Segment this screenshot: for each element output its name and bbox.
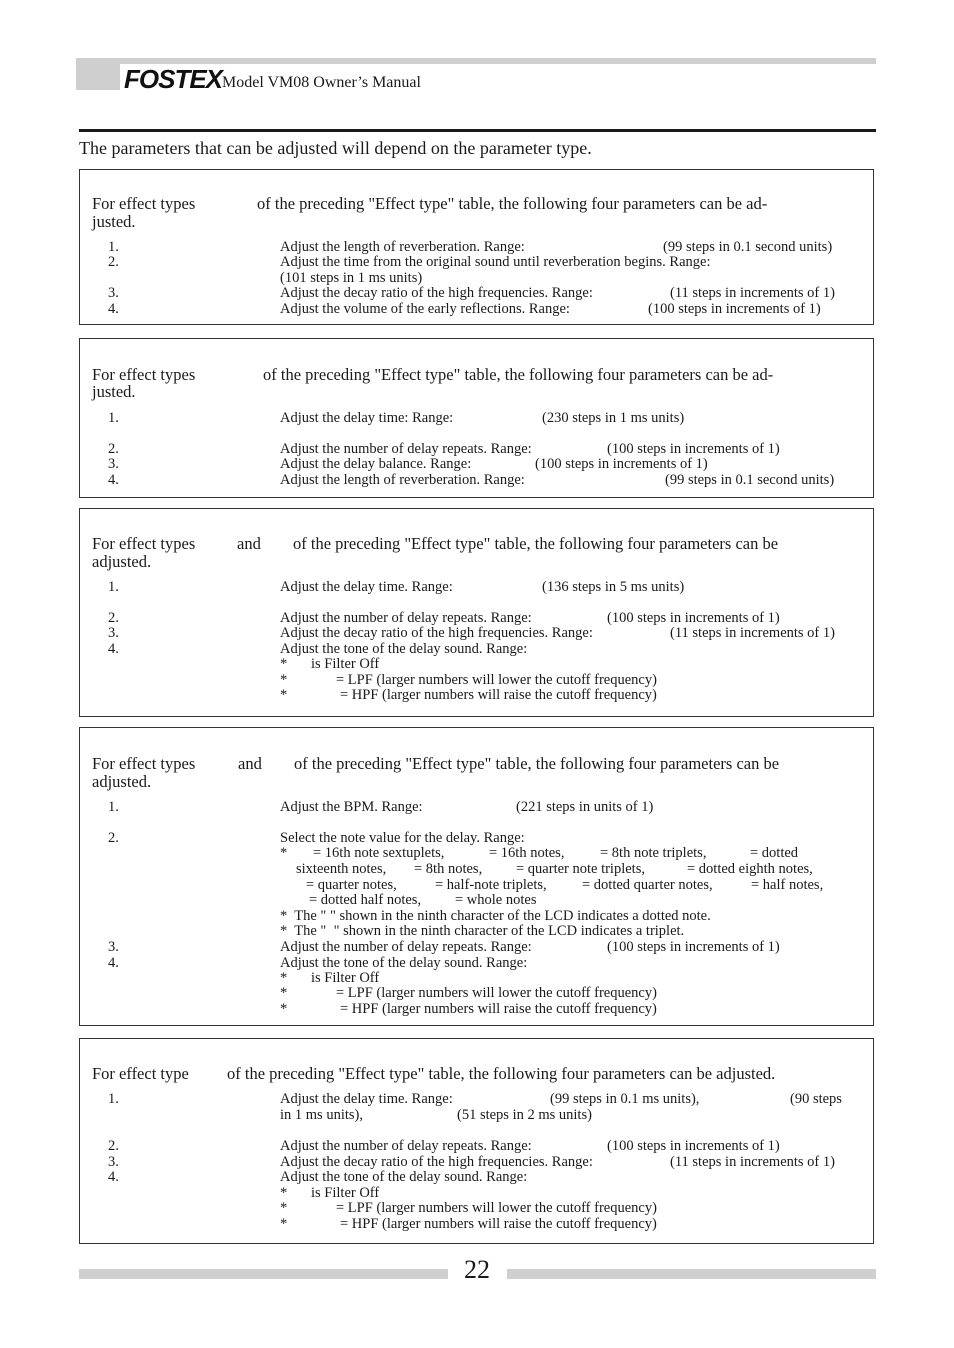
item-note: * The " " shown in the ninth character of the LCD indicates a dotted note. [280, 908, 711, 924]
item-number: 1. [108, 1091, 119, 1107]
item-text: Select the note value for the delay. Range: [280, 830, 525, 846]
box-header-text: For effect types [92, 534, 196, 553]
item-number: 2. [108, 610, 119, 626]
item-range: (230 steps in 1 ms units) [542, 410, 685, 426]
box-header-text: adjusted. [92, 552, 152, 571]
item-text: Adjust the number of delay repeats. Range: [280, 1138, 532, 1154]
item-note: is Filter Off [311, 970, 380, 986]
item-text: Adjust the tone of the delay sound. Range: [280, 1169, 528, 1185]
box-header-text: of the preceding "Effect type" table, the following four parameters can be ad- [257, 194, 768, 213]
note-bullet: * [280, 845, 288, 861]
item-range: (51 steps in 2 ms units) [457, 1107, 592, 1123]
note-value: = half-note triplets, [435, 877, 547, 893]
note-bullet: * [280, 985, 288, 1001]
intro-text: The parameters that can be adjusted will depend on the parameter type. [79, 138, 592, 158]
item-range: (100 steps in increments of 1) [607, 441, 780, 457]
item-text: Adjust the BPM. Range: [280, 799, 423, 815]
note-bullet: * [280, 672, 288, 688]
item-number: 4. [108, 301, 119, 317]
item-number: 4. [108, 641, 119, 657]
item-number: 4. [108, 472, 119, 488]
header-rule [120, 58, 876, 64]
item-note: = LPF (larger numbers will lower the cutoff frequency) [336, 1200, 657, 1216]
item-range: in 1 ms units), [280, 1107, 363, 1123]
note-bullet: * [280, 1200, 288, 1216]
note-value: sixteenth notes, [296, 861, 387, 877]
item-text: Adjust the delay balance. Range: [280, 456, 472, 472]
item-number: 2. [108, 1138, 119, 1154]
page-number: 22 [464, 1255, 490, 1284]
item-text: Adjust the number of delay repeats. Range: [280, 441, 532, 457]
item-number: 2. [108, 254, 119, 270]
item-range: (221 steps in units of 1) [516, 799, 654, 815]
item-note: = HPF (larger numbers will raise the cutoff frequency) [340, 687, 657, 703]
item-range: (11 steps in increments of 1) [670, 625, 835, 641]
item-range: (99 steps in 0.1 ms units), [550, 1091, 700, 1107]
item-text: Adjust the length of reverberation. Range: [280, 472, 525, 488]
item-note: = LPF (larger numbers will lower the cutoff frequency) [336, 985, 657, 1001]
item-number: 4. [108, 1169, 119, 1185]
item-text: Adjust the decay ratio of the high frequencies. Range: [280, 1154, 593, 1170]
item-range: (136 steps in 5 ms units) [542, 579, 685, 595]
box-header-text: For effect types [92, 754, 196, 773]
item-range: (100 steps in increments of 1) [607, 1138, 780, 1154]
item-text: Adjust the delay time. Range: [280, 1091, 453, 1107]
item-range: (11 steps in increments of 1) [670, 285, 835, 301]
note-bullet: * [280, 1185, 288, 1201]
item-text: Adjust the length of reverberation. Range: [280, 239, 525, 255]
box-header-text: adjusted. [92, 772, 152, 791]
box-header-text: For effect types [92, 194, 196, 213]
note-value: = 8th notes, [414, 861, 483, 877]
item-range: (99 steps in 0.1 second units) [663, 239, 833, 255]
item-text: Adjust the decay ratio of the high frequencies. Range: [280, 285, 593, 301]
item-number: 2. [108, 441, 119, 457]
item-range: (101 steps in 1 ms units) [280, 270, 423, 286]
note-value: = quarter note triplets, [516, 861, 645, 877]
note-value: = whole notes [455, 892, 537, 908]
note-value: = dotted quarter notes, [582, 877, 713, 893]
note-value: = dotted eighth notes, [687, 861, 813, 877]
box-header-text: of the preceding "Effect type" table, the following four parameters can be adjusted. [227, 1064, 776, 1083]
note-bullet: * [280, 687, 288, 703]
item-note: * The " " shown in the ninth character of the LCD indicates a triplet. [280, 923, 685, 939]
item-number: 2. [108, 830, 119, 846]
item-range: (100 steps in increments of 1) [535, 456, 708, 472]
item-range: (100 steps in increments of 1) [607, 610, 780, 626]
item-note: = HPF (larger numbers will raise the cutoff frequency) [340, 1001, 657, 1017]
item-number: 3. [108, 285, 119, 301]
note-bullet: * [280, 1216, 288, 1232]
item-range: (90 steps [790, 1091, 842, 1107]
box-header-text: and [238, 754, 262, 773]
note-bullet: * [280, 656, 288, 672]
box-header-text: For effect types [92, 365, 196, 384]
item-text: Adjust the tone of the delay sound. Range: [280, 641, 528, 657]
item-text: Adjust the decay ratio of the high frequencies. Range: [280, 625, 593, 641]
note-value: = dotted half notes, [309, 892, 422, 908]
item-note: is Filter Off [311, 1185, 380, 1201]
manual-title: Model VM08 Owner’s Manual [222, 74, 421, 91]
item-note: = HPF (larger numbers will raise the cutoff frequency) [340, 1216, 657, 1232]
item-text: Adjust the tone of the delay sound. Range: [280, 955, 528, 971]
item-number: 4. [108, 955, 119, 971]
item-text: Adjust the delay time: Range: [280, 410, 454, 426]
item-number: 1. [108, 410, 119, 426]
note-bullet: * [280, 970, 288, 986]
item-number: 3. [108, 1154, 119, 1170]
note-value: = 16th notes, [489, 845, 565, 861]
box-header-text: of the preceding "Effect type" table, the following four parameters can be ad- [263, 365, 774, 384]
item-number: 1. [108, 579, 119, 595]
item-note: = LPF (larger numbers will lower the cutoff frequency) [336, 672, 657, 688]
item-number: 3. [108, 625, 119, 641]
box-header-text: For effect type [92, 1064, 189, 1083]
header-grey-block [76, 58, 120, 90]
box-header-text: of the preceding "Effect type" table, the following four parameters can be [294, 754, 780, 773]
item-text: Adjust the time from the original sound until reverberation begins. Range: [280, 254, 711, 270]
item-text: Adjust the number of delay repeats. Range: [280, 939, 532, 955]
item-text: Adjust the number of delay repeats. Range: [280, 610, 532, 626]
item-text: Adjust the volume of the early reflections. Range: [280, 301, 570, 317]
item-note: is Filter Off [311, 656, 380, 672]
note-value: = dotted [750, 845, 799, 861]
box-header-text: justed. [92, 212, 136, 231]
item-number: 3. [108, 939, 119, 955]
item-range: (11 steps in increments of 1) [670, 1154, 835, 1170]
note-value: = 8th note triplets, [600, 845, 707, 861]
box-header-text: justed. [92, 382, 136, 401]
item-number: 3. [108, 456, 119, 472]
item-number: 1. [108, 799, 119, 815]
brand-logo: FOSTEX [124, 64, 223, 94]
item-range: (100 steps in increments of 1) [648, 301, 821, 317]
note-value: = half notes, [751, 877, 824, 893]
note-value: = quarter notes, [306, 877, 397, 893]
note-bullet: * [280, 1001, 288, 1017]
item-range: (99 steps in 0.1 second units) [665, 472, 835, 488]
footer-bar-left [79, 1269, 448, 1279]
footer-bar-right [507, 1269, 876, 1279]
note-value: = 16th note sextuplets, [313, 845, 445, 861]
box-header-text: of the preceding "Effect type" table, the following four parameters can be [293, 534, 779, 553]
section-rule [79, 129, 876, 132]
item-range: (100 steps in increments of 1) [607, 939, 780, 955]
item-number: 1. [108, 239, 119, 255]
item-text: Adjust the delay time. Range: [280, 579, 453, 595]
box-header-text: and [237, 534, 261, 553]
